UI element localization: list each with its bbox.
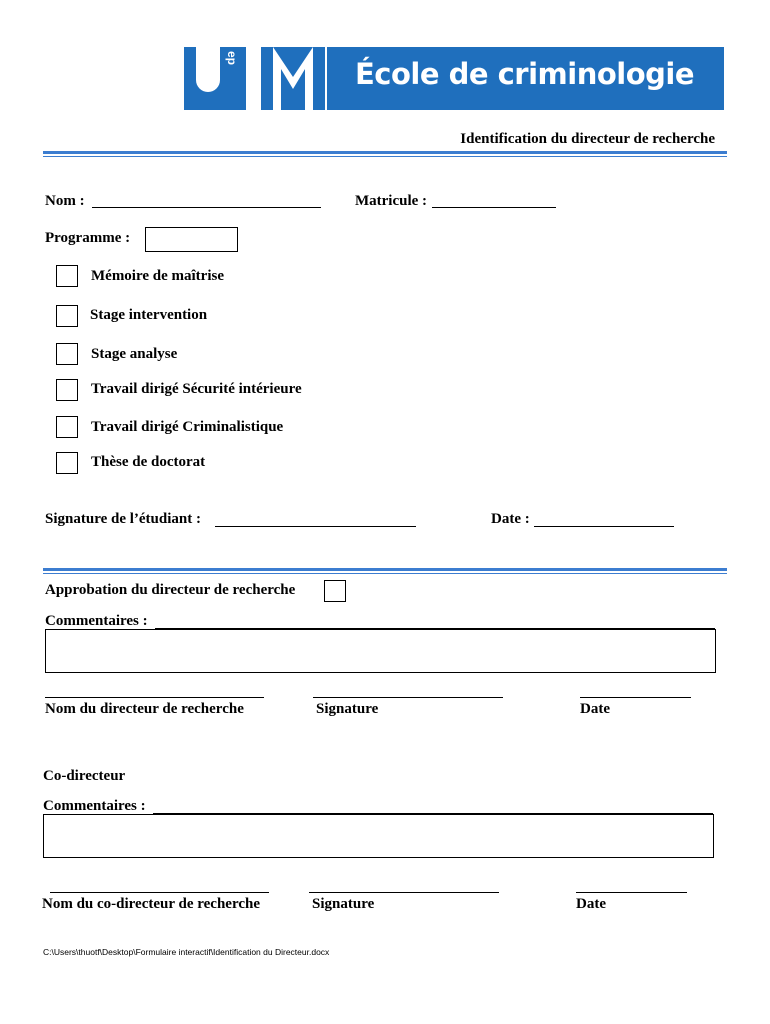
option-label-memoire: Mémoire de maîtrise <box>91 268 225 284</box>
codirector-comments-field[interactable] <box>43 814 714 858</box>
approval-label: Approbation du directeur de recherche <box>45 582 296 598</box>
codirector-comments-label: Commentaires : <box>43 798 146 814</box>
director-name-label: Nom du directeur de recherche <box>45 701 244 717</box>
option-checkbox-securite-interieure[interactable] <box>56 379 78 401</box>
director-signature-field[interactable] <box>313 697 503 698</box>
option-checkbox-memoire[interactable] <box>56 265 78 287</box>
student-signature-field[interactable] <box>215 526 416 527</box>
codirector-signature-label: Signature <box>312 896 375 912</box>
option-checkbox-criminalistique[interactable] <box>56 416 78 438</box>
matricule-field[interactable] <box>432 207 556 208</box>
option-checkbox-stage-analyse[interactable] <box>56 343 78 365</box>
title-divider-thin <box>43 156 727 157</box>
school-title: École de criminologie <box>354 57 694 91</box>
option-checkbox-doctorat[interactable] <box>56 452 78 474</box>
approval-comments-field[interactable] <box>45 629 716 673</box>
option-label-criminalistique: Travail dirigé Criminalistique <box>91 419 284 435</box>
option-checkbox-stage-intervention[interactable] <box>56 305 78 327</box>
codirector-signature-field[interactable] <box>309 892 499 893</box>
option-label-doctorat: Thèse de doctorat <box>91 454 206 470</box>
programme-label: Programme : <box>45 230 131 246</box>
logo-u-mark: ep <box>225 51 239 66</box>
director-signature-label: Signature <box>316 701 379 717</box>
approval-checkbox[interactable] <box>324 580 346 602</box>
codirector-date-label: Date <box>576 896 606 912</box>
approval-divider <box>43 568 727 571</box>
codirector-heading: Co-directeur <box>43 768 126 784</box>
option-label-stage-intervention: Stage intervention <box>90 307 208 323</box>
option-label-stage-analyse: Stage analyse <box>91 346 178 362</box>
form-title: Identification du directeur de recherche <box>460 131 715 147</box>
nom-label: Nom : <box>45 193 85 209</box>
udem-logo-u <box>184 47 246 110</box>
option-label-securite-interieure: Travail dirigé Sécurité intérieure <box>91 381 302 397</box>
director-date-field[interactable] <box>580 697 691 698</box>
codirector-date-field[interactable] <box>576 892 687 893</box>
document-path: C:\Users\thuotf\Desktop\Formulaire interactif\Identification du Directeur.docx <box>43 947 330 957</box>
title-divider <box>43 151 727 154</box>
student-date-field[interactable] <box>534 526 674 527</box>
school-banner <box>327 47 724 110</box>
logo-u-cutout <box>196 47 220 92</box>
matricule-label: Matricule : <box>355 193 428 209</box>
programme-field[interactable] <box>145 227 238 252</box>
approval-divider-thin <box>43 573 727 574</box>
director-name-field[interactable] <box>45 697 264 698</box>
nom-field[interactable] <box>92 207 321 208</box>
udem-logo-m <box>261 47 325 110</box>
codirector-name-field[interactable] <box>50 892 269 893</box>
codirector-name-label: Nom du co-directeur de recherche <box>42 896 261 912</box>
student-date-label: Date : <box>491 511 530 527</box>
student-signature-label: Signature de l’étudiant : <box>45 511 201 527</box>
approval-comments-label: Commentaires : <box>45 613 148 629</box>
logo-m-shape <box>261 47 325 110</box>
director-date-label: Date <box>580 701 610 717</box>
